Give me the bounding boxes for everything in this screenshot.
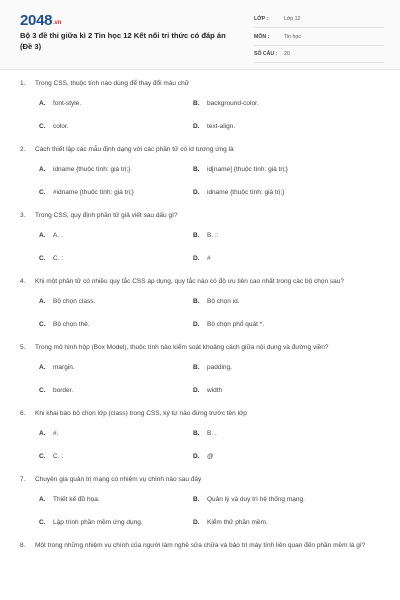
question-prompt: Trong CSS, thuộc tính nào dùng để thay đổi màu chữ <box>35 80 190 87</box>
option-letter: A. <box>39 232 46 239</box>
question-2 <box>20 145 390 197</box>
option-row <box>20 452 390 461</box>
answer-option[interactable] <box>20 297 193 306</box>
answer-option[interactable] <box>193 122 366 131</box>
question-3 <box>20 211 390 263</box>
meta-class-label: LỚP : <box>254 16 269 22</box>
option-text: C. : <box>53 452 64 460</box>
question-number: 1. <box>20 80 26 87</box>
option-letter: D. <box>193 188 200 196</box>
question-text <box>20 79 390 89</box>
question-text <box>20 277 390 287</box>
answer-option[interactable] <box>193 429 366 438</box>
option-letter: C. <box>39 386 46 394</box>
option-letter: A. <box>39 430 46 437</box>
option-row <box>20 122 390 131</box>
answer-option[interactable] <box>193 386 366 395</box>
option-letter: C. <box>39 188 46 196</box>
answer-options <box>20 495 390 527</box>
answer-option[interactable] <box>193 254 366 263</box>
option-text: padding. <box>207 364 232 371</box>
option-text: font-style. <box>53 100 82 107</box>
option-letter: A. <box>39 364 46 371</box>
question-1 <box>20 79 390 131</box>
option-text: id[name] {thuộc tính: giá trị;} <box>207 166 288 173</box>
answer-options <box>20 231 390 263</box>
option-letter: A. <box>39 166 46 173</box>
answer-options <box>20 429 390 461</box>
question-6 <box>20 409 390 461</box>
option-letter: C. <box>39 452 46 460</box>
answer-option[interactable] <box>193 99 366 108</box>
option-text: Bộ chọn class. <box>53 298 96 305</box>
answer-option[interactable] <box>20 429 193 438</box>
site-logo[interactable] <box>20 12 61 29</box>
option-row <box>20 165 390 174</box>
meta-subject-label: MÔN : <box>254 33 270 40</box>
option-letter: C. <box>39 320 46 328</box>
question-text <box>20 541 390 551</box>
meta-class-value: Lớp 12 <box>284 16 301 22</box>
option-letter: D. <box>193 122 200 130</box>
option-text: text-align. <box>207 122 236 130</box>
option-row <box>20 231 390 240</box>
meta-subject <box>254 31 384 46</box>
option-text: margin. <box>53 364 75 371</box>
answer-options <box>20 363 390 395</box>
option-letter: C. <box>39 122 46 130</box>
option-letter: C. <box>39 518 46 526</box>
question-number: 3. <box>20 212 26 219</box>
option-text: C. : <box>53 254 64 262</box>
option-row <box>20 518 390 527</box>
answer-options <box>20 165 390 197</box>
question-number: 8. <box>20 542 26 549</box>
option-text: idname {thuộc tính: giá trị;} <box>207 188 285 196</box>
option-text: width <box>207 386 223 394</box>
question-prompt: Cách thiết lập các mẫu định dạng với các phần tử có id tương ứng là <box>35 146 234 153</box>
answer-option[interactable] <box>193 495 366 504</box>
question-prompt: Một trong những nhiệm vụ chính của người làm nghề sửa chữa và bảo trì máy tính liên quan đến phần mềm là gì? <box>35 542 366 549</box>
question-7 <box>20 475 390 527</box>
answer-options <box>20 297 390 329</box>
option-letter: B. <box>193 232 200 239</box>
question-5 <box>20 343 390 395</box>
document-title: Bộ 3 đề thi giữa kì 2 Tin học 12 Kết nối tri thức có đáp án (Đề 3) <box>20 31 226 51</box>
option-letter: A. <box>39 298 46 305</box>
answer-option[interactable] <box>20 122 193 131</box>
question-number: 4. <box>20 278 26 285</box>
option-text: B. :: <box>207 232 219 239</box>
meta-subject-value: Tin học <box>284 33 301 40</box>
option-text: Lập trình phần mềm ứng dụng. <box>53 518 143 526</box>
logo-text: 2048 <box>20 12 53 29</box>
meta-class <box>254 13 384 28</box>
option-row <box>20 99 390 108</box>
question-prompt: Chuyên gia quản trị mạng có nhiệm vụ chính nào sau đây <box>35 476 202 483</box>
answer-option[interactable] <box>20 363 193 372</box>
option-text: B. . <box>207 430 217 437</box>
option-letter: B. <box>193 496 200 503</box>
option-row <box>20 495 390 504</box>
option-letter: B. <box>193 364 200 371</box>
answer-option[interactable] <box>193 363 366 372</box>
question-8 <box>20 541 390 551</box>
answer-options <box>20 99 390 131</box>
answer-option[interactable] <box>193 320 366 329</box>
option-text: idname {thuộc tính: giá trị;} <box>53 166 131 173</box>
option-letter: C. <box>39 254 46 262</box>
answer-option[interactable] <box>193 297 366 306</box>
option-row <box>20 429 390 438</box>
option-row <box>20 254 390 263</box>
question-4 <box>20 277 390 329</box>
option-letter: D. <box>193 320 200 328</box>
option-text: Thiết kế đồ họa. <box>53 496 100 503</box>
answer-option[interactable] <box>20 254 193 263</box>
option-letter: D. <box>193 254 200 262</box>
option-text: Bộ chọn phổ quát *. <box>207 320 265 328</box>
answer-option[interactable] <box>20 495 193 504</box>
question-list <box>20 79 390 566</box>
question-prompt: Trong mô hình hộp (Box Model), thuộc tính nào kiểm soát khoảng cách giữa nội dung và đường viền? <box>35 344 329 351</box>
answer-option[interactable] <box>193 231 366 240</box>
page-header <box>0 0 400 70</box>
answer-option[interactable] <box>193 165 366 174</box>
option-text: @ <box>207 452 214 460</box>
exam-meta <box>254 13 384 66</box>
answer-option[interactable] <box>193 188 366 197</box>
option-row <box>20 386 390 395</box>
option-letter: B. <box>193 166 200 173</box>
option-text: #idname {thuộc tính: giá trị;} <box>53 188 134 196</box>
option-letter: D. <box>193 452 200 460</box>
question-text <box>20 475 390 485</box>
option-letter: D. <box>193 386 200 394</box>
answer-option[interactable] <box>193 518 366 527</box>
option-text: Kiểm thử phần mềm. <box>207 518 268 526</box>
question-number: 5. <box>20 344 26 351</box>
option-text: Quản lý và duy trì hệ thống mạng. <box>207 496 305 503</box>
option-row <box>20 363 390 372</box>
option-letter: A. <box>39 496 46 503</box>
answer-option[interactable] <box>20 231 193 240</box>
option-text: Bộ chọn thẻ. <box>53 320 90 328</box>
option-letter: B. <box>193 298 200 305</box>
option-text: Bộ chọn id. <box>207 298 240 305</box>
answer-option[interactable] <box>20 188 193 197</box>
option-letter: B. <box>193 430 200 437</box>
option-text: # <box>207 254 211 262</box>
option-text: A. . <box>53 232 63 239</box>
option-letter: A. <box>39 100 46 107</box>
option-text: background-color. <box>207 100 259 107</box>
question-text <box>20 343 390 353</box>
question-text <box>20 145 390 155</box>
meta-count-value: 20 <box>284 51 290 57</box>
question-prompt: Trong CSS, quy định phần tử giả viết sau dấu gì? <box>35 212 178 219</box>
question-text <box>20 211 390 221</box>
answer-option[interactable] <box>20 320 193 329</box>
logo-suffix: .vn <box>53 20 61 26</box>
answer-option[interactable] <box>20 452 193 461</box>
question-number: 6. <box>20 410 26 417</box>
option-text: border. <box>53 386 74 394</box>
answer-option[interactable] <box>20 386 193 395</box>
option-letter: B. <box>193 100 200 107</box>
meta-count <box>254 48 384 63</box>
question-number: 2. <box>20 146 26 153</box>
option-text: color. <box>53 122 69 130</box>
answer-option[interactable] <box>20 99 193 108</box>
answer-option[interactable] <box>193 452 366 461</box>
question-prompt: Khi một phần tử có nhiều quy tắc CSS áp dụng, quy tắc nào có độ ưu tiên cao nhất trong các bộ chọn sau? <box>35 278 344 285</box>
question-prompt: Khi khai báo bộ chọn lớp (class) trong CSS, ký tự nào đứng trước tên lớp <box>35 410 247 417</box>
question-number: 7. <box>20 476 26 483</box>
option-row <box>20 320 390 329</box>
answer-option[interactable] <box>20 165 193 174</box>
option-row <box>20 188 390 197</box>
option-letter: D. <box>193 518 200 526</box>
option-text: #. <box>53 430 59 437</box>
meta-count-label: SỐ CÂU : <box>254 51 278 57</box>
answer-option[interactable] <box>20 518 193 527</box>
option-row <box>20 297 390 306</box>
question-text <box>20 409 390 419</box>
